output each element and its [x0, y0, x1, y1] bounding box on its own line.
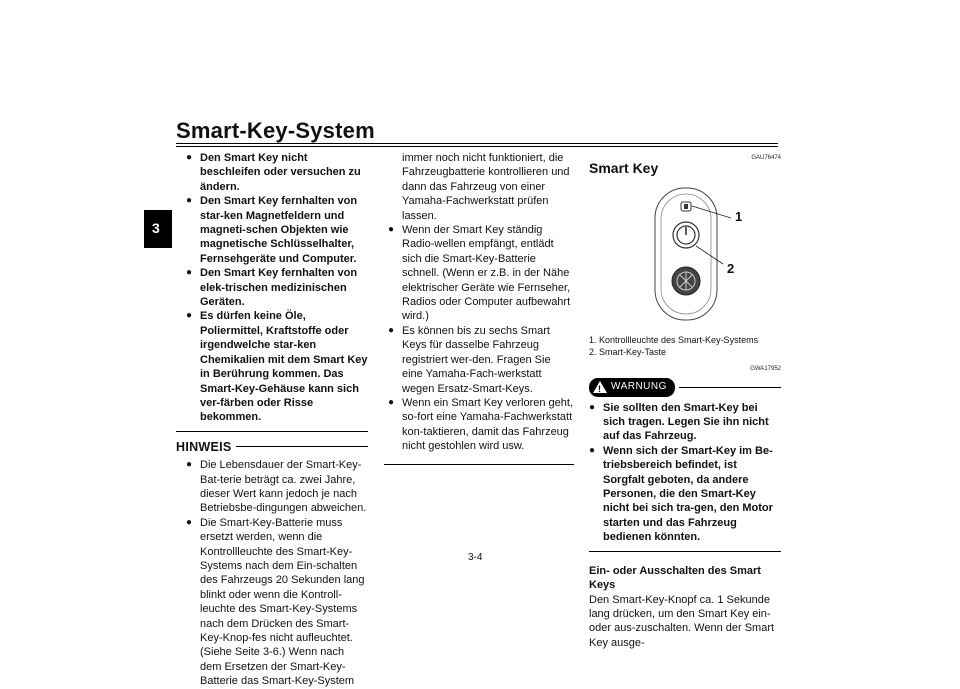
- warning-triangle-icon: !: [593, 381, 607, 393]
- title-rule-second: [176, 146, 778, 147]
- hinweis-header: [176, 440, 368, 454]
- warning-bullet: ● Es dürfen keine Öle, Poliermittel, Kraftstoffe oder irgendwelche star-ken Chemikalien mit dem Smart Key in Berührung kommen. Das Smart-Key-Gehäuse kann sich ver-färben oder Risse bekommen.: [186, 309, 368, 424]
- column-1: [176, 151, 368, 689]
- body-paragraph: Den Smart-Key-Knopf ca. 1 Sekunde lang drücken, um den Smart Key ein- oder aus-zuschalten. Wenn der Smart Key ausge-: [589, 593, 775, 649]
- column-2: [388, 151, 574, 465]
- hinweis-rule: [236, 446, 368, 447]
- chapter-tab-number: 3: [152, 220, 160, 236]
- section-title: Smart Key: [589, 160, 659, 177]
- hinweis-bullet: ● Die Smart-Key-Batterie muss ersetzt werden, wenn die Kontrollleuchte des Smart-Key-Systems nach dem Ein-schalten des Fahrzeugs 20 Sekunden lang blinkt oder wenn die Kontroll-leuchte des Smart-Key-Systems nach dem Drücken des Smart-Key-Knop-fes nicht aufleuchtet. (Siehe Seite 3-6.) Wenn nach dem Ersetzen der Smart-Key-Batterie das Smart-Key-System: [186, 516, 368, 689]
- legend-item: 1. Kontrollleuchte des Smart-Key-Systems: [589, 334, 759, 345]
- warning-label: WARNUNG: [611, 381, 667, 393]
- section-code: GAU76474: [751, 155, 781, 161]
- hinweis-end-rule: [384, 464, 574, 465]
- warning-bullet: ● Den Smart Key fernhalten von star-ken Magnetfeldern und magneti-schen Objekten wie magnetische Schlüsselhalter, Fernsehgeräte und Computer.: [186, 194, 368, 266]
- hinweis-list-continued: [388, 223, 574, 454]
- callout-2: 2: [727, 260, 735, 276]
- hinweis-bullet: ● Es können bis zu sechs Smart Keys für dasselbe Fahrzeug registriert wer-den. Fragen Sie eine Yamaha-Fach-werkstatt wegen Ersatz-Smart-Keys.: [388, 324, 574, 396]
- smart-key-figure: [589, 182, 781, 332]
- warning-header: [589, 378, 781, 396]
- warning-bullet: ● Den Smart Key nicht beschleifen oder versuchen zu ändern.: [186, 151, 368, 194]
- warning-end-rule: [589, 551, 781, 552]
- warning-list: [589, 401, 781, 545]
- column-3: [589, 151, 781, 650]
- hinweis-bullet: ● Wenn ein Smart Key verloren geht, so-fort eine Yamaha-Fachwerkstatt kon-taktieren, damit das Fahrzeug nicht gestohlen wird usw.: [388, 396, 574, 454]
- subheading: Ein- oder Ausschalten des Smart Keys: [589, 564, 761, 592]
- warning-bullet: ● Den Smart Key fernhalten von elek-trischen medizinischen Geräten.: [186, 266, 368, 309]
- warning-end-rule: [176, 431, 368, 432]
- page-title: Smart-Key-System: [176, 118, 375, 143]
- page-number: 3-4: [468, 552, 483, 563]
- hinweis-continuation: immer noch nicht funktioniert, die Fahrzeugbatterie kontrollieren und dann das Fahrzeug von einer Yamaha-Fachwerkstatt prüfen lassen.: [402, 152, 570, 222]
- title-rule: [176, 143, 778, 144]
- warning-code: GWA17952: [750, 365, 781, 372]
- warning-bullet: ● Wenn sich der Smart-Key im Be-triebsbereich befindet, ist Sorgfalt geboten, da andere Personen, die den Smart-Key nicht bei sich tra-gen, den Motor starten und das Fahrzeug bedienen könnten.: [589, 444, 781, 545]
- hinweis-bullet: ● Wenn der Smart Key ständig Radio-wellen empfängt, entlädt sich die Smart-Key-Batterie schnell. (Wenn er z.B. in der Nähe elektrischer Geräte wie Fernseher, Radios oder Computer aufbewahrt wird.): [388, 223, 574, 324]
- hinweis-list: [186, 458, 368, 689]
- warning-badge: [589, 378, 675, 396]
- warning-rule: [679, 387, 781, 388]
- figure-legend: [589, 334, 781, 358]
- hinweis-bullet: ● Die Lebensdauer der Smart-Key-Bat-terie beträgt ca. zwei Jahre, dieser Wert kann jedoch je nach Betriebsbe-dingungen abweichen.: [186, 458, 368, 516]
- callout-1: 1: [735, 208, 743, 224]
- legend-item: 2. Smart-Key-Taste: [589, 346, 667, 357]
- smart-key-illustration: [589, 182, 781, 332]
- warning-bullet: ● Sie sollten den Smart-Key bei sich tragen. Legen Sie ihn nicht auf das Fahrzeug.: [589, 401, 781, 444]
- hinweis-label: HINWEIS: [176, 439, 232, 454]
- chapter-tab: [144, 210, 172, 248]
- warning-list-continued: [186, 151, 368, 425]
